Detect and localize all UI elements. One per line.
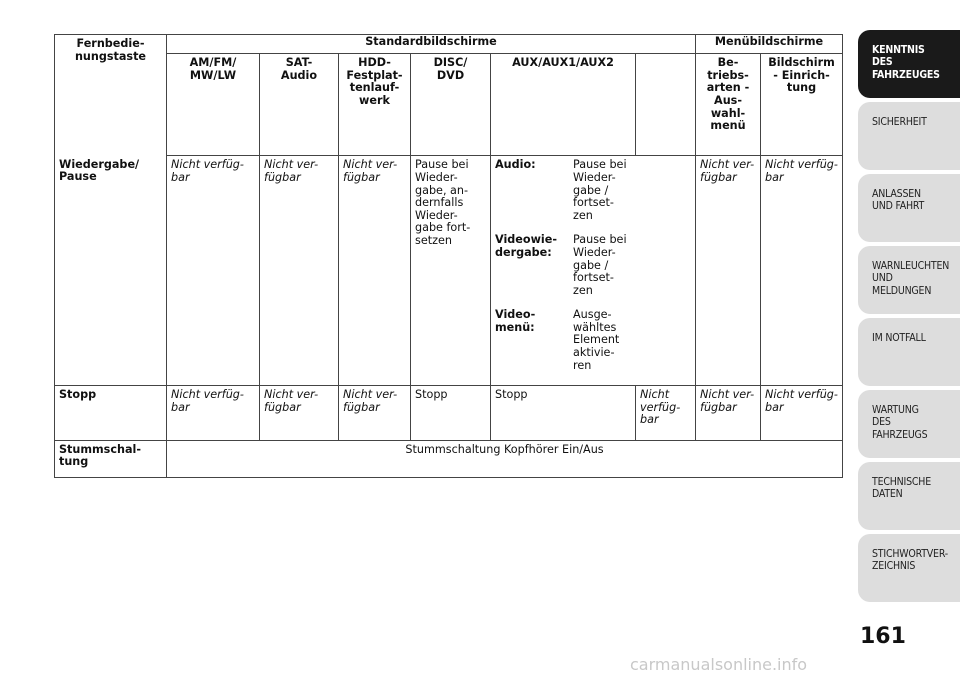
cell: Nicht verfüg- bar bbox=[636, 385, 696, 440]
remote-key-table bbox=[54, 34, 843, 478]
table-row bbox=[55, 385, 843, 440]
tab-kenntnis[interactable] bbox=[858, 30, 960, 98]
page-number: 161 bbox=[860, 624, 906, 649]
table-row bbox=[55, 156, 843, 386]
tab-notfall[interactable] bbox=[858, 318, 960, 386]
function-table bbox=[54, 34, 842, 478]
header-sat-audio: SAT- Audio bbox=[260, 54, 339, 156]
header-mode-menu: Be- triebs- arten - Aus- wahl- menü bbox=[696, 54, 761, 156]
cell: Nicht ver- fügbar bbox=[260, 385, 339, 440]
tab-label: WARTUNG DES FAHRZEUGS bbox=[872, 404, 928, 441]
header-hdd: HDD- Festplat- tenlauf- werk bbox=[339, 54, 411, 156]
cell: Nicht ver- fügbar bbox=[339, 385, 411, 440]
aux-value-audio: Pause bei Wieder- gabe / fortset- zen bbox=[573, 158, 627, 222]
header-empty bbox=[636, 54, 696, 156]
header-menu-screens: Menübildschirme bbox=[696, 35, 843, 54]
row-label-stop: Stopp bbox=[55, 385, 167, 440]
tab-wartung[interactable] bbox=[858, 390, 960, 458]
header-standard-screens: Standardbildschirme bbox=[167, 35, 696, 54]
row-label-play-pause: Wiedergabe/ Pause bbox=[55, 156, 167, 386]
aux-key-audio: Audio: bbox=[495, 158, 536, 172]
row-label-mute: Stummschal- tung bbox=[55, 440, 167, 477]
cell: Nicht verfüg- bar bbox=[761, 156, 843, 386]
tab-warnleuchten[interactable] bbox=[858, 246, 960, 314]
aux-key-video: Videowie- dergabe: bbox=[495, 233, 557, 259]
cell: Nicht ver- fügbar bbox=[696, 385, 761, 440]
watermark: carmanualsonline.info bbox=[630, 655, 808, 674]
header-am-fm: AM/FM/ MW/LW bbox=[167, 54, 260, 156]
header-screen-setup: Bildschirm - Einrich- tung bbox=[761, 54, 843, 156]
tab-technische-daten[interactable] bbox=[858, 462, 960, 530]
aux-cell bbox=[491, 156, 696, 386]
header-disc-dvd: DISC/ DVD bbox=[411, 54, 491, 156]
table-row bbox=[55, 440, 843, 477]
tab-label: TECHNISCHE DATEN bbox=[872, 476, 931, 501]
aux-value-video: Pause bei Wieder- gabe / fortset- zen bbox=[573, 233, 627, 297]
cell: Nicht ver- fügbar bbox=[339, 156, 411, 386]
header-remote-key: Fernbedie- nungstaste bbox=[55, 35, 167, 156]
tab-label: STICHWORTVER- ZEICHNIS bbox=[872, 548, 948, 573]
mute-value: Stummschaltung Kopfhörer Ein/Aus bbox=[167, 440, 843, 477]
tab-label: SICHERHEIT bbox=[872, 116, 927, 128]
cell: Stopp bbox=[491, 385, 636, 440]
aux-key-videomenu: Video- menü: bbox=[495, 308, 536, 334]
cell: Nicht verfüg- bar bbox=[761, 385, 843, 440]
cell: Nicht verfüg- bar bbox=[167, 156, 260, 386]
cell: Nicht verfüg- bar bbox=[167, 385, 260, 440]
aux-value-videomenu: Ausge- wähltes Element aktivie- ren bbox=[573, 308, 620, 372]
tab-stichwortverzeichnis[interactable] bbox=[858, 534, 960, 602]
aux-details bbox=[495, 159, 693, 372]
cell: Stopp bbox=[411, 385, 491, 440]
chapter-tabs bbox=[858, 30, 960, 606]
cell: Pause bei Wieder- gabe, an- dernfalls Wieder- gabe fort- setzen bbox=[411, 156, 491, 386]
tab-label: KENNTNIS DES FAHRZEUGES bbox=[872, 44, 940, 81]
header-aux: AUX/AUX1/AUX2 bbox=[491, 54, 636, 156]
tab-label: IM NOTFALL bbox=[872, 332, 926, 344]
cell: Nicht ver- fügbar bbox=[696, 156, 761, 386]
tab-sicherheit[interactable] bbox=[858, 102, 960, 170]
cell: Nicht ver- fügbar bbox=[260, 156, 339, 386]
tab-label: ANLASSEN UND FAHRT bbox=[872, 188, 925, 213]
tab-anlassen[interactable] bbox=[858, 174, 960, 242]
tab-label: WARNLEUCHTEN UND MELDUNGEN bbox=[872, 260, 950, 297]
